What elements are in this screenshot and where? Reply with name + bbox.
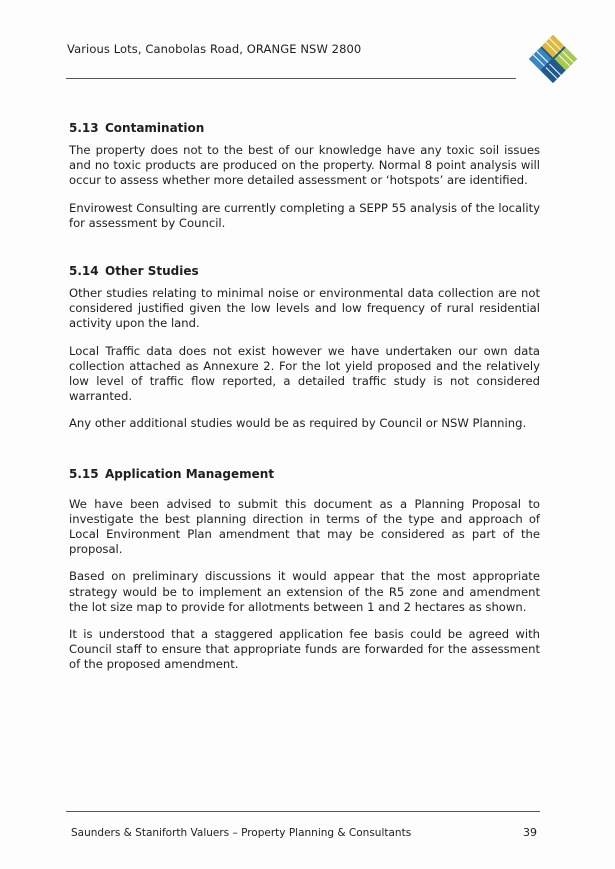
paragraph: Other studies relating to minimal noise or environmental data collection are not considered justified given the low levels and low frequency of rural residential activity upon the land.: [69, 286, 540, 331]
paragraph: It is understood that a staggered application fee basis could be agreed with Council staff to ensure that appropriate funds are forwarded for the assessment of the proposed amendment.: [69, 627, 540, 672]
paragraph: Any other additional studies would be as required by Council or NSW Planning.: [69, 416, 527, 431]
section-application-management: [69, 466, 540, 673]
main-content: [69, 120, 540, 685]
section-heading: [69, 466, 540, 482]
paragraph: Based on preliminary discussions it would appear that the most appropriate strategy would be to implement an extension of the R5 zone and amendment the lot size map to provide for allotments between 1 and 2 hectares as shown.: [69, 569, 540, 614]
paragraph: The property does not to the best of our knowledge have any toxic soil issues and no toxic products are produced on the property. Normal 8 point analysis will occur to assess whether more detailed assessment or ‘hotspots’ are identified.: [69, 143, 540, 188]
page-number: 39: [523, 826, 537, 839]
section-number: 5.15: [69, 466, 99, 481]
section-contamination: [69, 120, 540, 231]
section-title: Other Studies: [105, 264, 199, 279]
paragraph: Envirowest Consulting are currently completing a SEPP 55 analysis of the locality for assessment by Council.: [69, 200, 540, 230]
section-title: Contamination: [105, 121, 205, 135]
section-heading: [69, 263, 540, 279]
paragraph: Local Traffic data does not exist however we have undertaken our own data collection attached as Annexure 2. For the lot yield proposed and the relatively low level of traffic flow reported, a detailed traffic study is not considered warranted.: [69, 343, 540, 404]
section-other-studies: [69, 263, 540, 432]
company-logo-icon: [527, 33, 579, 85]
section-title: Application Management: [105, 466, 275, 481]
section-number: 5.13: [69, 121, 99, 135]
section-number: 5.14: [69, 264, 99, 279]
footer-divider: [66, 811, 540, 812]
paragraph: We have been advised to submit this document as a Planning Proposal to investigate the best planning direction in terms of the type and approach of Local Environment Plan amendment that may be considered as part of the proposal.: [69, 496, 540, 557]
footer-company: Saunders & Staniforth Valuers – Property Planning & Consultants: [71, 827, 412, 839]
header-address: Various Lots, Canobolas Road, ORANGE NSW 2800: [67, 42, 362, 56]
section-heading: [69, 120, 540, 136]
header-divider: [66, 78, 516, 79]
